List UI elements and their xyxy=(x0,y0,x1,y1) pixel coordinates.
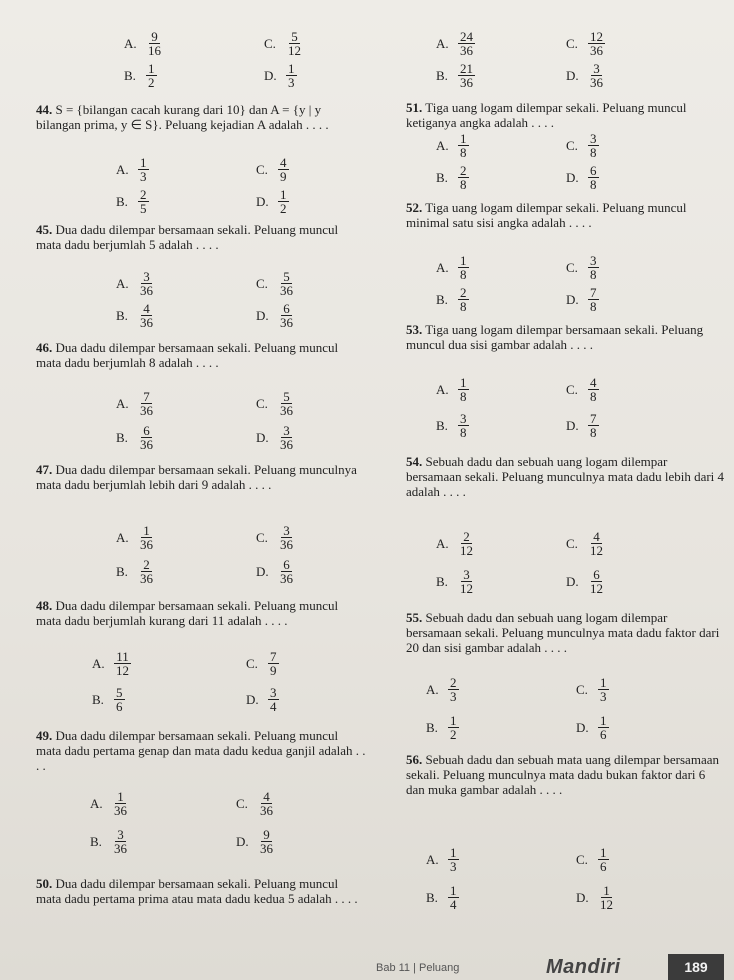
option[interactable]: A. $\frac{1}{8}$ xyxy=(436,131,467,160)
fraction: $\frac{1}{2}$ xyxy=(148,61,155,90)
option[interactable]: B. $\frac{1}{2}$ xyxy=(426,713,457,742)
option[interactable]: C. $\frac{1}{3}$ xyxy=(576,675,607,704)
question-48: 48. Dua dadu dilempar bersamaan sekali. Peluang muncul mata dadu berjumlah kurang dari 11 adalah . . . . xyxy=(36,598,339,628)
option[interactable]: D. $\frac{1}{6}$ xyxy=(576,713,607,742)
option[interactable]: D. $\frac{3}{36}$ xyxy=(256,423,293,452)
option[interactable]: D. $\frac{6}{36}$ xyxy=(256,301,293,330)
question-46: 46. Dua dadu dilempar bersamaan sekali. Peluang muncul mata dadu berjumlah 8 adalah . . . . xyxy=(36,340,339,370)
brand-logo: Mandiri xyxy=(546,956,621,978)
option[interactable]: B. $\frac{3}{12}$ xyxy=(436,567,473,596)
question-51: 51. Tiga uang logam dilempar sekali. Peluang muncul ketiganya angka adalah . . . . xyxy=(406,100,687,130)
option[interactable]: C. $\frac{1}{6}$ xyxy=(576,845,607,874)
option[interactable]: A. $\frac{7}{36}$ xyxy=(116,389,153,418)
question-45: 45. Dua dadu dilempar bersamaan sekali. Peluang muncul mata dadu berjumlah 5 adalah . . . . xyxy=(36,222,339,252)
option[interactable]: D. $\frac{1}{2}$ xyxy=(256,187,287,216)
option[interactable]: B. $\frac{2}{5}$ xyxy=(116,187,147,216)
option[interactable]: A. $\frac{11}{12}$ xyxy=(92,649,129,678)
question-47: 47. Dua dadu dilempar bersamaan sekali. Peluang munculnya mata dadu berjumlah lebih dari 9 adalah . . . . xyxy=(36,462,357,492)
option[interactable]: A. $\frac{9}{16}$ xyxy=(124,29,161,58)
page-number: 189 xyxy=(668,954,724,980)
option[interactable]: D. $\frac{3}{4}$ xyxy=(246,685,277,714)
option[interactable]: D. $\frac{9}{36}$ xyxy=(236,827,273,856)
option[interactable]: B. $\frac{1}{2}$ xyxy=(124,61,155,90)
question-52: 52. Tiga uang logam dilempar sekali. Peluang muncul minimal satu sisi angka adalah . . . . xyxy=(406,200,687,230)
option[interactable]: B. $\frac{2}{8}$ xyxy=(436,285,467,314)
chapter-footer: Bab 11 | Peluang xyxy=(376,962,460,974)
option[interactable]: D. $\frac{1}{12}$ xyxy=(576,883,613,912)
option[interactable]: D. $\frac{7}{8}$ xyxy=(566,285,597,314)
option[interactable]: D. $\frac{6}{8}$ xyxy=(566,163,597,192)
question-50: 50. Dua dadu dilempar bersamaan sekali. Peluang muncul mata dadu pertama prima atau mata dadu kedua 5 adalah . . . . xyxy=(36,876,358,906)
option[interactable]: B. $\frac{2}{36}$ xyxy=(116,557,153,586)
option[interactable]: D. $\frac{6}{12}$ xyxy=(566,567,603,596)
option[interactable]: A. $\frac{1}{3}$ xyxy=(116,155,147,184)
option[interactable]: D. $\frac{3}{36}$ xyxy=(566,61,603,90)
option[interactable]: C. $\frac{5}{36}$ xyxy=(256,269,293,298)
option[interactable]: D. $\frac{6}{36}$ xyxy=(256,557,293,586)
option[interactable]: D. $\frac{1}{3}$ xyxy=(264,61,295,90)
option[interactable]: A. $\frac{1}{36}$ xyxy=(90,789,127,818)
option[interactable]: C. $\frac{5}{36}$ xyxy=(256,389,293,418)
option[interactable]: A. $\frac{1}{3}$ xyxy=(426,845,457,874)
option[interactable]: B. $\frac{6}{36}$ xyxy=(116,423,153,452)
option[interactable]: B. $\frac{4}{36}$ xyxy=(116,301,153,330)
option[interactable]: B. $\frac{1}{4}$ xyxy=(426,883,457,912)
question-54: 54. Sebuah dadu dan sebuah uang logam dilempar bersamaan sekali. Peluang munculnya mata dadu lebih dari 4 adalah . . . . xyxy=(406,454,725,499)
question-text: S = {bilangan cacah kurang dari 10} dan A = {y | y bilangan prima, y ∈ S}. Peluang kejadian A adalah . . . . xyxy=(36,102,329,132)
option[interactable]: C. $\frac{7}{9}$ xyxy=(246,649,277,678)
option[interactable]: C. $\frac{4}{36}$ xyxy=(236,789,273,818)
option[interactable]: A. $\frac{3}{36}$ xyxy=(116,269,153,298)
option[interactable]: C. $\frac{4}{9}$ xyxy=(256,155,287,184)
option[interactable]: C. $\frac{3}{36}$ xyxy=(256,523,293,552)
option[interactable]: A. $\frac{1}{8}$ xyxy=(436,375,467,404)
option[interactable]: C. $\frac{5}{12}$ xyxy=(264,29,301,58)
option[interactable]: A. $\frac{1}{36}$ xyxy=(116,523,153,552)
option[interactable]: A. $\frac{2}{3}$ xyxy=(426,675,457,704)
option[interactable]: C. $\frac{4}{12}$ xyxy=(566,529,603,558)
option[interactable]: B. $\frac{5}{6}$ xyxy=(92,685,123,714)
option[interactable]: C. $\frac{3}{8}$ xyxy=(566,131,597,160)
fraction: $\frac{9}{16}$ xyxy=(148,29,161,58)
option[interactable]: C. $\frac{12}{36}$ xyxy=(566,29,603,58)
option[interactable]: C. $\frac{4}{8}$ xyxy=(566,375,597,404)
option[interactable]: A. $\frac{24}{36}$ xyxy=(436,29,473,58)
option[interactable]: C. $\frac{3}{8}$ xyxy=(566,253,597,282)
question-44: 44. S = {bilangan cacah kurang dari 10} dan A = {y | y bilangan prima, y ∈ S}. Peluang kejadian A adalah . . . . xyxy=(36,102,329,132)
question-55: 55. Sebuah dadu dan sebuah uang logam dilempar bersamaan sekali. Peluang munculnya mata dadu faktor dari 20 dan sisi gambar adalah . . . . xyxy=(406,610,720,655)
fraction: $\frac{1}{3}$ xyxy=(288,61,295,90)
fraction: $\frac{5}{12}$ xyxy=(288,29,301,58)
option[interactable]: B. $\frac{21}{36}$ xyxy=(436,61,473,90)
option[interactable]: B. $\frac{3}{8}$ xyxy=(436,411,467,440)
question-53: 53. Tiga uang logam dilempar bersamaan sekali. Peluang muncul dua sisi gambar adalah . . . . xyxy=(406,322,704,352)
question-49: 49. Dua dadu dilempar bersamaan sekali. Peluang muncul mata dadu pertama genap dan mata dadu kedua ganjil adalah . . . . xyxy=(36,728,366,773)
option[interactable]: B. $\frac{2}{8}$ xyxy=(436,163,467,192)
option[interactable]: A. $\frac{1}{8}$ xyxy=(436,253,467,282)
option[interactable]: D. $\frac{7}{8}$ xyxy=(566,411,597,440)
option[interactable]: B. $\frac{3}{36}$ xyxy=(90,827,127,856)
option[interactable]: A. $\frac{2}{12}$ xyxy=(436,529,473,558)
question-56: 56. Sebuah dadu dan sebuah mata uang dilempar bersamaan sekali. Peluang munculnya mata dadu bukan faktor dari 6 dan muka gambar adalah . . . . xyxy=(406,752,719,797)
